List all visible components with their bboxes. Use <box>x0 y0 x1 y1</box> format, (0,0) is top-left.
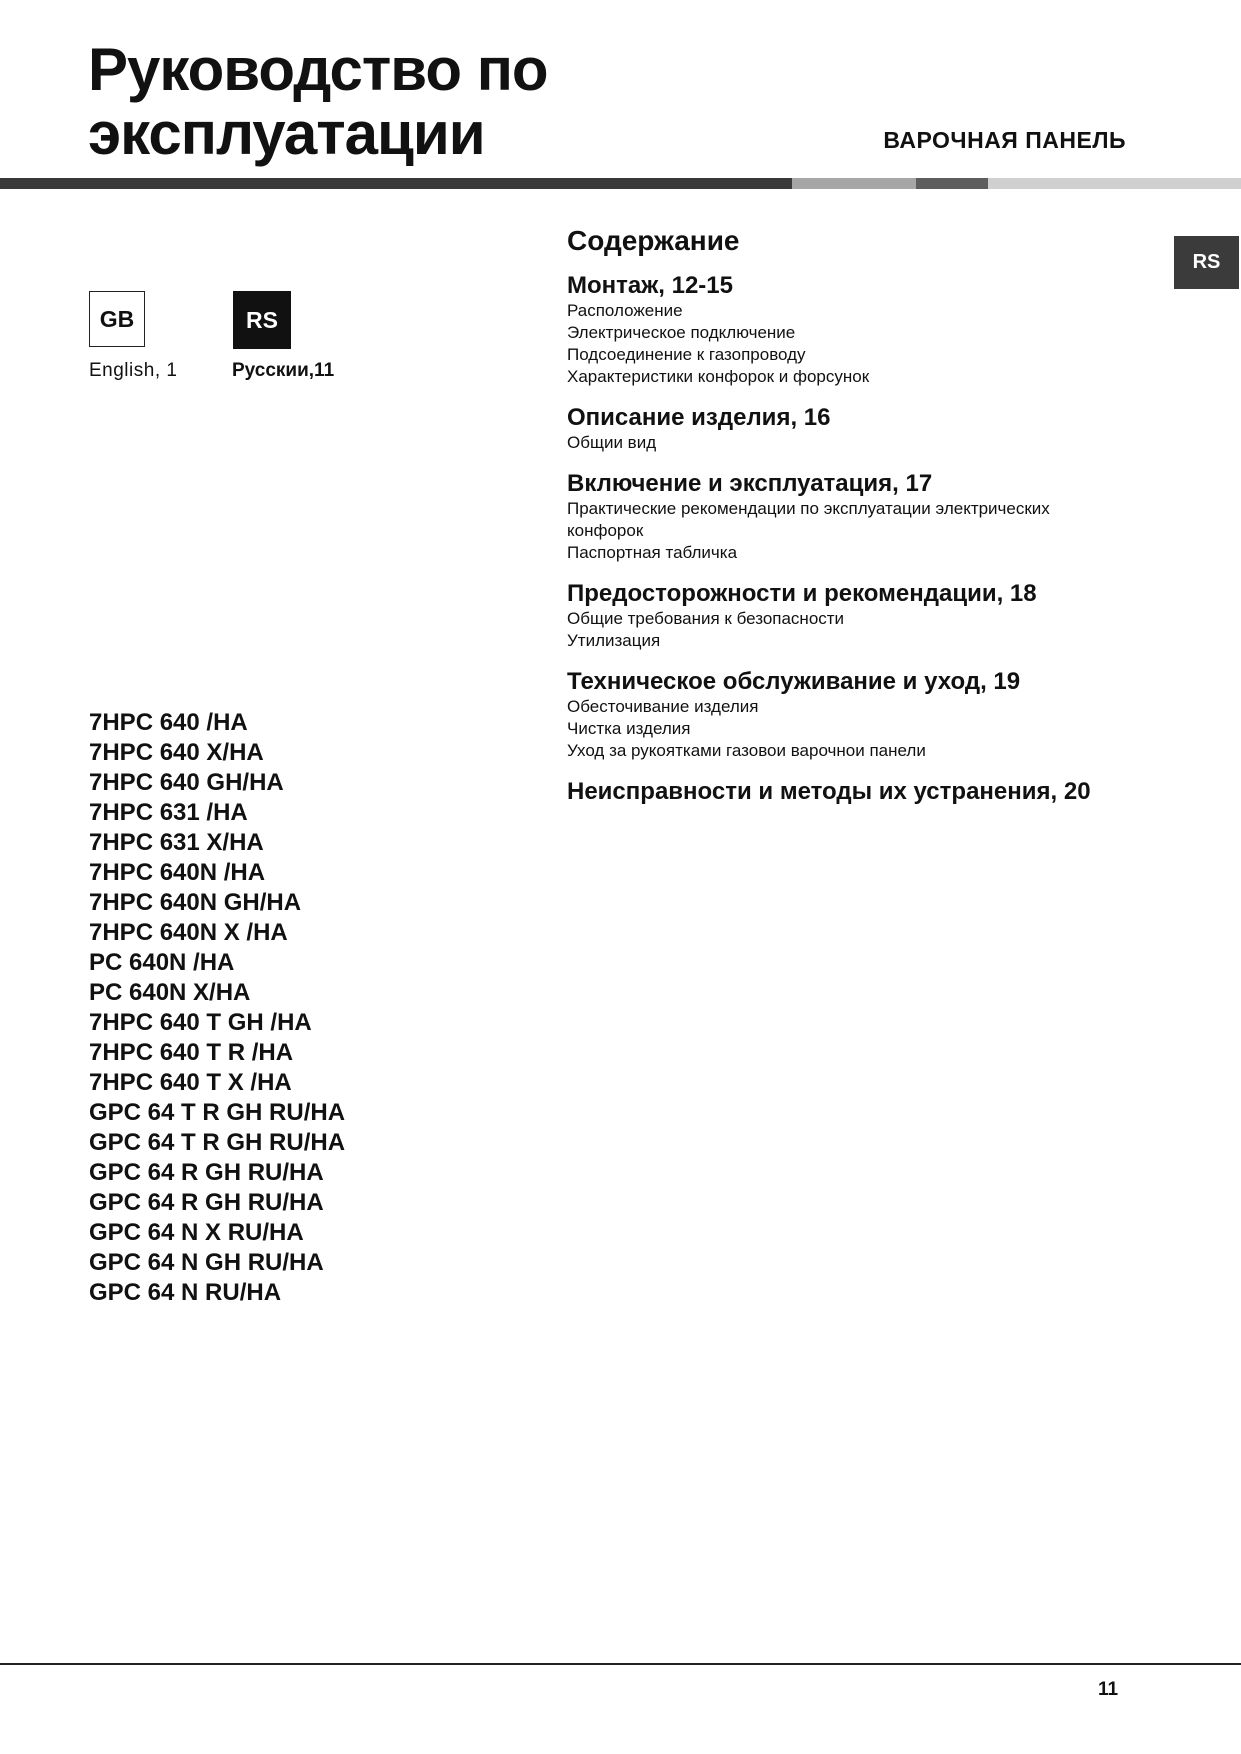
toc-section-title[interactable]: Монтаж, 12-15 <box>567 272 733 299</box>
model-item: GPC 64 N RU/HA <box>89 1279 282 1306</box>
toc-item[interactable]: Расположение <box>567 301 683 320</box>
toc-section-troubleshooting <box>567 778 1127 806</box>
model-item: 7HPC 640 /HA <box>89 709 248 736</box>
model-item: 7HPC 640N GH/HA <box>89 889 302 916</box>
model-item: GPC 64 T R GH RU/HA <box>89 1099 346 1126</box>
language-label-rs[interactable]: Русскии,11 <box>232 360 335 381</box>
toc-item[interactable]: Электрическое подключение <box>567 323 796 342</box>
language-side-tab: RS <box>1174 236 1239 289</box>
title-line-1: Руководство по <box>88 36 548 103</box>
model-item: 7HPC 631 X/HA <box>89 829 264 856</box>
toc-item[interactable]: Практические рекомендации по эксплуатации электрических конфорок <box>567 499 1050 540</box>
toc-item[interactable]: Уход за рукоятками газовои варочнои панели <box>567 741 926 760</box>
header-divider-dark <box>0 178 792 189</box>
model-item: 7HPC 640 T GH /HA <box>89 1009 312 1036</box>
model-item: PC 640N X/HA <box>89 979 251 1006</box>
table-of-contents <box>567 224 1127 822</box>
model-item: 7HPC 640 T R /HA <box>89 1039 294 1066</box>
model-item: 7HPC 640 X/HA <box>89 739 264 766</box>
page-title <box>88 38 648 166</box>
model-item: GPC 64 N X RU/HA <box>89 1219 304 1246</box>
model-item: 7HPC 640N X /HA <box>89 919 288 946</box>
page-number: 11 <box>1098 1679 1119 1700</box>
model-item: PC 640N /HA <box>89 949 235 976</box>
toc-item[interactable]: Подсоединение к газопроводу <box>567 345 806 364</box>
toc-section-title[interactable]: Описание изделия, 16 <box>567 404 831 431</box>
language-badge-gb[interactable]: GB <box>89 291 145 347</box>
toc-item[interactable]: Характеристики конфорок и форсунок <box>567 367 870 386</box>
model-item: 7HPC 640 GH/HA <box>89 769 284 796</box>
language-label-gb[interactable]: English, 1 <box>89 360 178 381</box>
toc-item[interactable]: Общии вид <box>567 433 657 452</box>
language-badge-rs[interactable]: RS <box>233 291 291 349</box>
model-item: GPC 64 T R GH RU/HA <box>89 1129 346 1156</box>
toc-section-title[interactable]: Техническое обслуживание и уход, 19 <box>567 668 1021 695</box>
model-item: 7HPC 631 /HA <box>89 799 248 826</box>
model-item: GPC 64 N GH RU/HA <box>89 1249 324 1276</box>
toc-item[interactable]: Чистка изделия <box>567 719 691 738</box>
toc-section-operation <box>567 470 1127 564</box>
product-type: ВАРОЧНАЯ ПАНЕЛЬ <box>883 127 1126 153</box>
toc-item[interactable]: Общие требования к безопасности <box>567 609 845 628</box>
toc-section-title[interactable]: Предосторожности и рекомендации, 18 <box>567 580 1037 607</box>
model-item: GPC 64 R GH RU/HA <box>89 1159 324 1186</box>
model-list <box>89 708 345 1308</box>
model-item: GPC 64 R GH RU/HA <box>89 1189 324 1216</box>
model-item: 7HPC 640 T X /HA <box>89 1069 292 1096</box>
toc-heading: Содержание <box>567 225 740 256</box>
toc-section-description <box>567 404 1127 454</box>
model-item: 7HPC 640N /HA <box>89 859 266 886</box>
toc-item[interactable]: Паспортная табличка <box>567 543 738 562</box>
title-line-2: эксплуатации <box>88 100 485 167</box>
toc-section-installation <box>567 272 1127 388</box>
toc-section-title[interactable]: Включение и эксплуатация, 17 <box>567 470 933 497</box>
header-divider-mid <box>916 178 988 189</box>
footer-divider <box>0 1663 1241 1665</box>
toc-item[interactable]: Обесточивание изделия <box>567 697 759 716</box>
toc-section-maintenance <box>567 668 1127 762</box>
header-divider-pale <box>988 178 1241 189</box>
toc-section-title[interactable]: Неисправности и методы их устранения, 20 <box>567 778 1091 805</box>
header-divider-light <box>792 178 916 189</box>
toc-item[interactable]: Утилизация <box>567 631 661 650</box>
toc-section-precautions <box>567 580 1127 652</box>
